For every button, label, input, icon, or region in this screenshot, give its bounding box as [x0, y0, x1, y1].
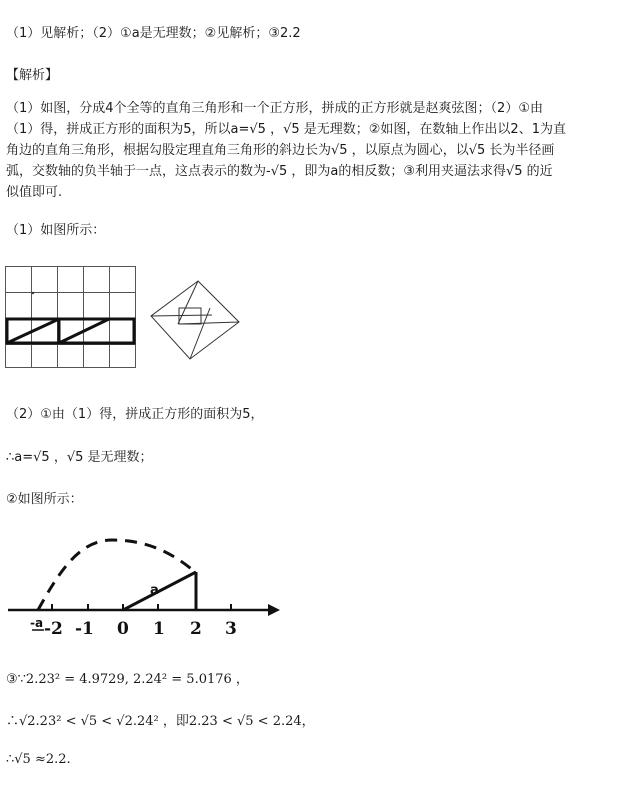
analysis-line: 弧，交数轴的负半轴于一点，这点表示的数为-√5 ，即为a的相反数；③利用夹逼法求得√5 的近 — [6, 164, 553, 179]
bold-rectangle — [7, 319, 134, 343]
tick-label: 3 — [225, 619, 237, 639]
tick-label: 2 — [190, 619, 202, 639]
number-line-figure — [0, 530, 290, 645]
segment-label: a — [150, 583, 159, 598]
analysis-line: 角边的直角三角形，根据勾股定理直角三角形的斜边长为√5 ，以原点为圆心，以√5 长为半径画 — [6, 143, 555, 158]
part2-2-label: ②如图所示： — [6, 492, 83, 507]
grid-figure — [5, 266, 137, 370]
tick-label: 0 — [117, 619, 129, 639]
grid-lines — [5, 267, 136, 369]
tick-label: -1 — [75, 619, 94, 639]
axis-arrow-icon — [268, 604, 280, 616]
diagonal-cut — [7, 319, 59, 343]
part1-label: （1）如图所示： — [6, 223, 106, 238]
therefore-line: ∴a=√5 ，√5 是无理数； — [6, 450, 153, 465]
analysis-line: 似值即可. — [6, 185, 63, 200]
tick-label: 1 — [153, 619, 165, 639]
analysis-heading: 【解析】 — [6, 68, 59, 83]
dashed-arc — [38, 540, 195, 610]
part3-line: ③∵2.23² = 4.9729, 2.24² = 5.0176 ， — [6, 672, 249, 687]
zhao-shuang-figure — [148, 278, 242, 362]
analysis-line: （1）如图，分成4个全等的直角三角形和一个正方形，拼成的正方形就是赵爽弦图；（2）①由 — [6, 101, 543, 116]
final-line: ∴√5 ≈2.2. — [6, 752, 71, 767]
analysis-line: （1）得，拼成正方形的面积为5，所以a=√5 ，√5 是无理数；②如图，在数轴上作出以2、1为直 — [6, 122, 566, 137]
part2-1-label: （2）①由（1）得，拼成正方形的面积为5， — [6, 407, 264, 422]
analysis-paragraph — [6, 98, 618, 203]
answer-line: （1）见解析；（2）①a是无理数；②见解析；③2.2 — [6, 26, 301, 41]
inequality-line: ∴√2.23² < √5 < √2.24² ，即2.23 < √5 < 2.24， — [6, 714, 315, 729]
hypotenuse-a — [123, 572, 196, 610]
point-label: -a — [30, 616, 44, 630]
tick-label: -2 — [44, 619, 63, 639]
